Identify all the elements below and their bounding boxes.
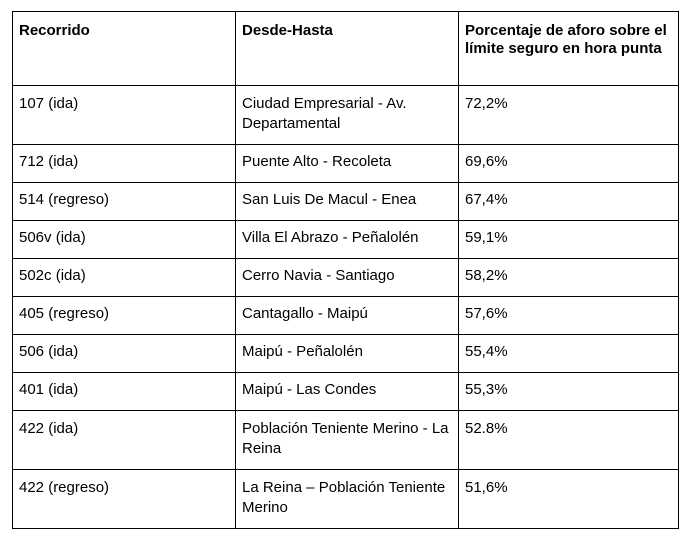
cell-percentage: 51,6% [459, 470, 679, 529]
table-row [13, 259, 679, 297]
cell-from-to: Ciudad Empresarial - Av. Departamental [236, 86, 459, 145]
table-row [13, 297, 679, 335]
cell-route: 422 (ida) [13, 411, 236, 470]
cell-route: 712 (ida) [13, 145, 236, 183]
cell-route: 422 (regreso) [13, 470, 236, 529]
cell-route: 514 (regreso) [13, 183, 236, 221]
table-row [13, 221, 679, 259]
cell-percentage: 58,2% [459, 259, 679, 297]
table-row [13, 145, 679, 183]
table-row [13, 373, 679, 411]
cell-percentage: 55,3% [459, 373, 679, 411]
table-header-row [13, 12, 679, 86]
cell-from-to: Cantagallo - Maipú [236, 297, 459, 335]
cell-from-to: La Reina – Población Teniente Merino [236, 470, 459, 529]
cell-route: 502c (ida) [13, 259, 236, 297]
cell-percentage: 52.8% [459, 411, 679, 470]
cell-route: 506 (ida) [13, 335, 236, 373]
cell-percentage: 69,6% [459, 145, 679, 183]
header-from-to: Desde-Hasta [236, 12, 459, 86]
cell-route: 401 (ida) [13, 373, 236, 411]
cell-route: 405 (regreso) [13, 297, 236, 335]
cell-from-to: San Luis De Macul - Enea [236, 183, 459, 221]
cell-from-to: Villa El Abrazo - Peñalolén [236, 221, 459, 259]
table-row [13, 335, 679, 373]
cell-from-to: Población Teniente Merino - La Reina [236, 411, 459, 470]
table-row [13, 411, 679, 470]
table-row [13, 470, 679, 529]
cell-route: 107 (ida) [13, 86, 236, 145]
cell-from-to: Maipú - Peñalolén [236, 335, 459, 373]
cell-percentage: 57,6% [459, 297, 679, 335]
header-route: Recorrido [13, 12, 236, 86]
table-row [13, 183, 679, 221]
cell-from-to: Maipú - Las Condes [236, 373, 459, 411]
route-occupancy-table [12, 11, 679, 529]
table-row [13, 86, 679, 145]
cell-percentage: 55,4% [459, 335, 679, 373]
header-percentage: Porcentaje de aforo sobre el límite seguro en hora punta [459, 12, 679, 86]
cell-from-to: Puente Alto - Recoleta [236, 145, 459, 183]
cell-percentage: 67,4% [459, 183, 679, 221]
cell-route: 506v (ida) [13, 221, 236, 259]
cell-from-to: Cerro Navia - Santiago [236, 259, 459, 297]
cell-percentage: 59,1% [459, 221, 679, 259]
cell-percentage: 72,2% [459, 86, 679, 145]
